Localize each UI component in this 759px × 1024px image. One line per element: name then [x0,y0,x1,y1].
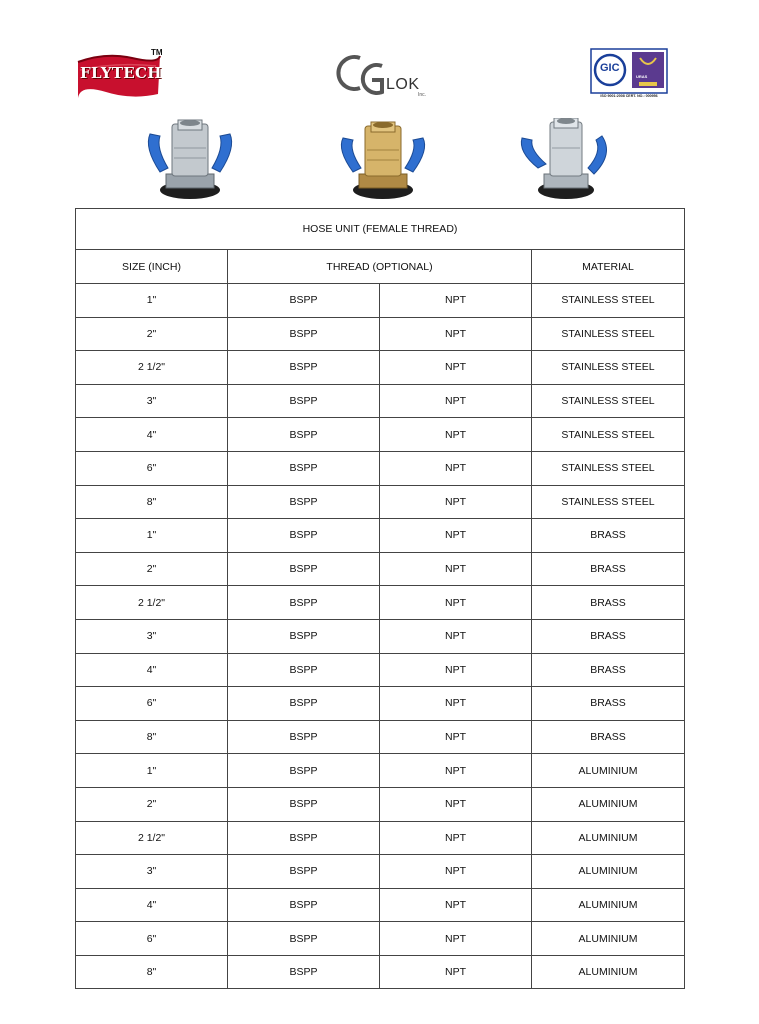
cell-thread-npt: NPT [380,687,532,721]
table-row [76,855,685,889]
cell-thread-bspp: BSPP [228,720,380,754]
cell-thread-npt: NPT [380,888,532,922]
cell-thread-npt: NPT [380,720,532,754]
cell-size: 4" [76,653,228,687]
table-row [76,922,685,956]
cell-material: STAINLESS STEEL [532,351,685,385]
cell-size: 2" [76,787,228,821]
cell-thread-npt: NPT [380,619,532,653]
cell-size: 2 1/2" [76,351,228,385]
table-row [76,384,685,418]
cell-thread-npt: NPT [380,351,532,385]
cell-thread-bspp: BSPP [228,955,380,989]
cell-thread-bspp: BSPP [228,284,380,318]
cell-thread-bspp: BSPP [228,821,380,855]
cell-thread-bspp: BSPP [228,653,380,687]
aluminium-coupling-icon [516,118,616,204]
cglok-inc: Inc. [418,92,427,98]
cglok-wordmark: LOK [386,76,420,93]
cell-material: STAINLESS STEEL [532,284,685,318]
cell-size: 1" [76,754,228,788]
cell-thread-npt: NPT [380,451,532,485]
cell-thread-npt: NPT [380,317,532,351]
cell-size: 4" [76,418,228,452]
uras-badge: URAS [636,74,648,79]
header-size: SIZE (INCH) [76,250,228,284]
cell-thread-bspp: BSPP [228,485,380,519]
flytech-logo [76,48,166,104]
table-row [76,687,685,721]
cell-material: ALUMINIUM [532,855,685,889]
table-row [76,653,685,687]
cell-thread-npt: NPT [380,821,532,855]
table-row [76,418,685,452]
certification-logo [590,48,668,106]
cell-size: 2 1/2" [76,586,228,620]
table-row [76,619,685,653]
cell-thread-bspp: BSPP [228,787,380,821]
hose-unit-spec-table [75,208,685,989]
cell-size: 6" [76,687,228,721]
cell-size: 1" [76,284,228,318]
cell-material: ALUMINIUM [532,955,685,989]
cell-thread-bspp: BSPP [228,687,380,721]
flytech-wordmark: FLYTECH [80,64,162,82]
cell-thread-npt: NPT [380,552,532,586]
table-row [76,552,685,586]
table-row [76,586,685,620]
cell-material: BRASS [532,586,685,620]
cell-thread-npt: NPT [380,418,532,452]
cell-thread-bspp: BSPP [228,317,380,351]
cell-thread-bspp: BSPP [228,519,380,553]
cell-material: BRASS [532,720,685,754]
trademark-symbol: TM [151,48,163,57]
cell-size: 2 1/2" [76,821,228,855]
cell-material: BRASS [532,519,685,553]
cell-size: 6" [76,451,228,485]
table-row [76,284,685,318]
cell-size: 8" [76,955,228,989]
cell-thread-bspp: BSPP [228,351,380,385]
cell-size: 2" [76,317,228,351]
table-title: HOSE UNIT (FEMALE THREAD) [76,209,685,250]
cell-thread-npt: NPT [380,586,532,620]
cell-thread-bspp: BSPP [228,451,380,485]
table-row [76,451,685,485]
brass-coupling-icon [333,118,433,204]
cell-thread-npt: NPT [380,519,532,553]
cell-size: 6" [76,922,228,956]
cell-material: ALUMINIUM [532,787,685,821]
header-material: MATERIAL [532,250,685,284]
cell-thread-bspp: BSPP [228,855,380,889]
cell-thread-bspp: BSPP [228,552,380,586]
cell-material: BRASS [532,619,685,653]
cell-thread-bspp: BSPP [228,922,380,956]
cell-size: 2" [76,552,228,586]
cell-size: 4" [76,888,228,922]
table-title-row [76,209,685,250]
table-row [76,317,685,351]
gic-mark: GIC [600,62,620,74]
cglok-logo [330,48,430,102]
cell-thread-bspp: BSPP [228,586,380,620]
table-row [76,955,685,989]
cell-material: STAINLESS STEEL [532,317,685,351]
cell-size: 3" [76,855,228,889]
cell-thread-npt: NPT [380,955,532,989]
cell-thread-npt: NPT [380,485,532,519]
table-row [76,720,685,754]
table-row [76,485,685,519]
table-row [76,888,685,922]
cell-size: 3" [76,619,228,653]
cell-thread-bspp: BSPP [228,384,380,418]
cell-thread-bspp: BSPP [228,619,380,653]
cell-material: BRASS [532,653,685,687]
table-row [76,351,685,385]
cell-material: STAINLESS STEEL [532,451,685,485]
cell-thread-npt: NPT [380,384,532,418]
cell-size: 3" [76,384,228,418]
header-thread: THREAD (OPTIONAL) [228,250,532,284]
cell-material: STAINLESS STEEL [532,418,685,452]
cell-thread-npt: NPT [380,754,532,788]
cell-thread-npt: NPT [380,855,532,889]
cell-material: ALUMINIUM [532,888,685,922]
cell-thread-bspp: BSPP [228,888,380,922]
cell-material: STAINLESS STEEL [532,485,685,519]
stainless-steel-coupling-icon [140,118,240,204]
table-row [76,754,685,788]
table-row [76,787,685,821]
cell-material: STAINLESS STEEL [532,384,685,418]
cell-size: 8" [76,485,228,519]
cell-material: ALUMINIUM [532,754,685,788]
cell-thread-npt: NPT [380,787,532,821]
cell-thread-bspp: BSPP [228,754,380,788]
cell-thread-bspp: BSPP [228,418,380,452]
cell-thread-npt: NPT [380,284,532,318]
table-header-row [76,250,685,284]
table-row [76,821,685,855]
iso-certificate-caption: ISO 9001:2008 CERT. NO.: 000956 [600,94,658,98]
cell-material: BRASS [532,552,685,586]
cell-size: 1" [76,519,228,553]
cell-material: ALUMINIUM [532,821,685,855]
cell-thread-npt: NPT [380,653,532,687]
table-row [76,519,685,553]
cell-size: 8" [76,720,228,754]
cell-thread-npt: NPT [380,922,532,956]
cell-material: ALUMINIUM [532,922,685,956]
cell-material: BRASS [532,687,685,721]
